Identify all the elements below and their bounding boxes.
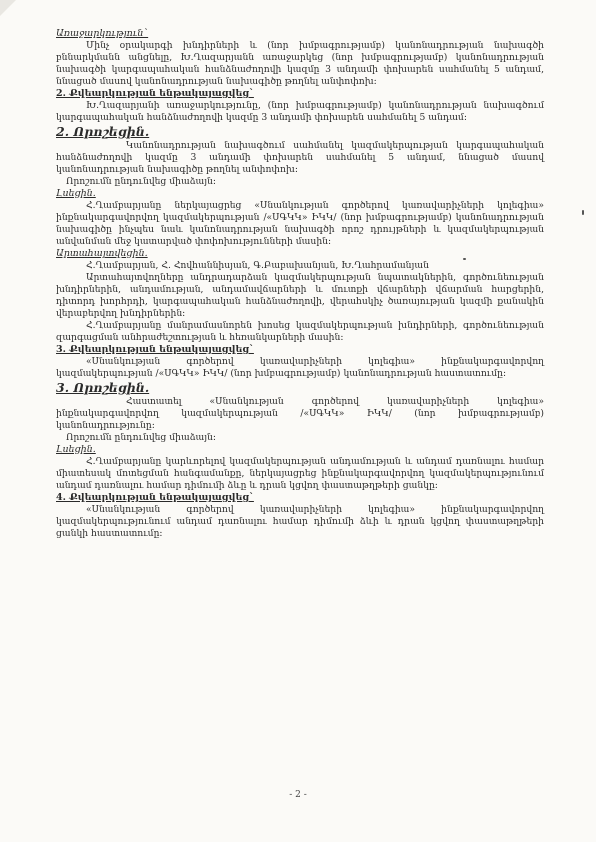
decided-3-heading: 3. Որոշեցին. <box>56 380 150 395</box>
spoke-text-2: Հ.Ղամբարյանը մանրամասնորեն խոսեց կազմակերպության խնդիրների, գործունեության զարգացման անհրաժեշտության և հեռանկարների մասին: <box>56 320 544 343</box>
vote-4-text: «Սնանկության գործերով կառավարիչների կոլեգիա» ինքնակարգավորվող կազմակերպությունում անդամ դառնալու համար դիմումի ձևի և դրան կցվող փաստաթղթերի ցանկի հաստատումը: <box>56 504 544 539</box>
decision-3-text: Հաստատել «Սնանկության գործերով կառավարիչների կոլեգիա» ինքնակարգավորվող կազմակերպության /«ՍԳԿԿ» ԻԿԿ/ (նոր խմբագրությամբ) կանոնադրությունը: <box>56 396 544 431</box>
decision-2-unanimous: Որոշումն ընդունվեց միաձայն: <box>66 176 216 187</box>
vote-2-heading: 2. Քվեարկության ենթակայացվեց` <box>56 88 254 99</box>
heard-2-text: Հ.Ղամբարյանը կարևորելով կազմակերպության անդամության և անդամ դառնալու համար միատեսակ մոտեցման հանգամանքը, ներկայացրեց ինքնակարգավորվող կազմակերպությունում անդամ դառնալու համար դիմումի ձևը և դրան կցվող փաստաթղթերի ցանկը: <box>56 456 544 491</box>
spoke-names: Հ.Ղամբարյան, Հ. Հովհաննիսյան, Գ.Բաբախանյան, Խ.Ղահրամանյան <box>86 260 429 271</box>
decision-2-text: Կանոնադրության նախագծում սահմանել կազմակերպության կարգապահական հանձնաժողովի կազմը 3 անդամի փոխարեն սահմանել 5 անդամ, ննացած մասով կանոնադրության նախագիծը թողնել անփոփոխ: <box>56 140 544 175</box>
spoke-text-1: Արտահայտվողները անդրադարձան կազմակերպության նպատակներին, գործունեության խնդիրներին, անդամության, անդամավճարների և մուտքի վճարների վճարման հարցերին, դիտորդ խորհրդի, կարգապահական հանձնաժողովի, վերահսկիչ ծառայության կազմի քանակին վերաբերվող խնդիրներին: <box>56 272 544 319</box>
vote-3-text: «Սնանկության գործերով կառավարիչների կոլեգիա» ինքնակարգավորվող կազմակերպության /«ՍԳԿԿ» ԻԿԿ/ (նոր խմբագրությամբ) կանոնադրության հաստատումը: <box>56 356 544 379</box>
scan-speck <box>582 210 584 215</box>
proposal-text: Մինչ օրակարգի խնդիրների և (նոր խմբագրությամբ) կանոնադրության նախագծի բննարկմանն անցնելը, Խ.Ղազարյանն առաջարկեց (նոր խմբագրությամբ) կանոնադրության նախագծի կարգապահական հանձնաժողովի կազմը 3 անդամի փոխարեն սահմանել 5 անդամ, ննացած մասով կանոնադրության նախագիծը թողնել անփոփոխ: <box>56 40 544 87</box>
vote-3-heading: 3. Քվեարկության ենթակայացվեց` <box>56 344 254 355</box>
decided-2-heading: 2. Որոշեցին. <box>56 124 150 139</box>
spoke-heading: Արտահայտվեցին. <box>56 248 148 259</box>
document-body <box>56 28 544 540</box>
decision-3-unanimous: Որոշումն ընդունվեց միաձայն: <box>66 432 216 443</box>
heard-text: Հ.Ղամբարյանը ներկայացրեց «Սնանկության գործերով կառավարիչների կոլեգիա» ինքնակարգավորվող կազմակերպության /«ՍԳԿԿ» ԻԿԿ/ (նոր խմբագրությամբ) կանոնադրության նախագիծը ինչպես նաև կանոնադրության նախագծի որոշ դրույթների և կազմակերպության անվանման մեջ կատարված փոփոխությունների մասին: <box>56 200 544 247</box>
vote-4-heading: 4. Քվեարկության ենթակայացվեց` <box>56 492 254 503</box>
vote-2-text: Խ.Ղազարյանի առաջարկությունը, (նոր խմբագրությամբ) կանոնադրության նախագծում կարգապահական հանձնաժողովի կազմը 3 անդամի փոխարեն սահմանել 5 անդամ: <box>56 100 544 123</box>
page-fold-corner <box>0 0 16 16</box>
page-number: - 2 - <box>289 790 307 800</box>
heard-heading: Լսեցին. <box>56 188 96 199</box>
heard-2-heading: Լսեցին. <box>56 444 96 455</box>
proposal-heading: Առաջարկություն` <box>56 28 149 39</box>
